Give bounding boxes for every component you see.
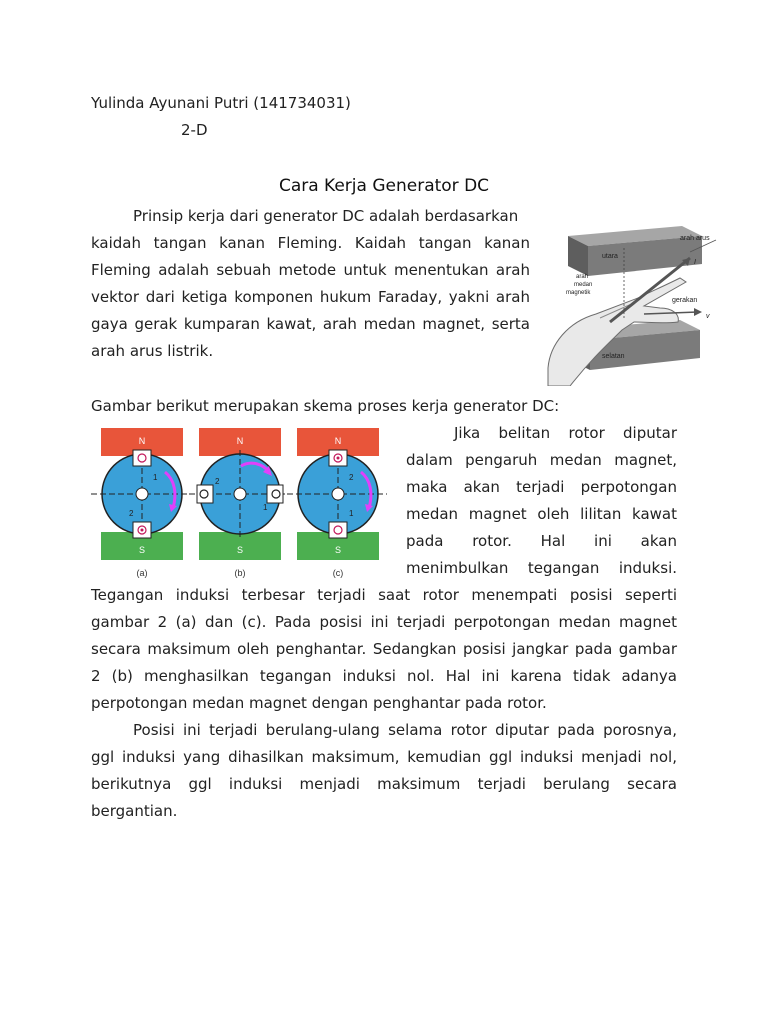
shaft-a (136, 488, 148, 500)
label-selatan: selatan (602, 353, 625, 360)
conductor-label-1-a: 1 (153, 473, 158, 482)
para2-beside-line: dalam pengaruh medan magnet, (406, 451, 677, 469)
conductor-label-1-c: 1 (349, 509, 354, 518)
para3-line: Posisi ini terjadi berulang-ulang selama rotor diputar pada porosnya, (133, 721, 677, 739)
conductor-bottom-c (334, 526, 342, 534)
label-i: I (694, 259, 696, 266)
dc-generator-figure (91, 424, 387, 582)
author-line: Yulinda Ayunani Putri (141734031) (91, 94, 351, 112)
conductor-left-b (200, 490, 208, 498)
conductor-dot-c (337, 457, 340, 460)
para3-line: bergantian. (91, 802, 178, 820)
north-label-a: N (138, 436, 146, 446)
label-utara: utara (602, 253, 618, 260)
para1-line: kaidah tangan kanan Fleming. Kaidah tangan kanan (91, 234, 530, 252)
para1-line: Prinsip kerja dari generator DC adalah berdasarkan (133, 207, 519, 225)
label-medan: medan (574, 282, 593, 288)
para2-beside-line: medan magnet oleh lilitan kawat (406, 505, 677, 523)
page-title: Cara Kerja Generator DC (278, 176, 490, 196)
conductor-label-2-a: 2 (129, 509, 134, 518)
caption-b: (b) (234, 568, 246, 578)
conductor-dot-a (141, 529, 144, 532)
label-magnetik: magnetik (566, 290, 591, 296)
fleming-right-hand-figure (540, 218, 732, 386)
label-gerakan: gerakan (672, 297, 698, 304)
generator-panel-a (91, 428, 193, 578)
generator-panel-b (189, 428, 291, 578)
para2-beside-line: pada rotor. Hal ini akan (406, 532, 677, 550)
south-label-c: S (334, 545, 342, 555)
para3-line: ggl induksi yang dihasilkan maksimum, kemudian ggl induksi menjadi nol, (91, 748, 677, 766)
para2-beside-line: menimbulkan tegangan induksi. (406, 559, 677, 577)
conductor-label-2-c: 2 (349, 473, 354, 482)
para3-line: berikutnya ggl induksi menjadi maksimum terjadi berulang secara (91, 775, 677, 793)
caption-c: (c) (332, 568, 344, 578)
para1-line: Fleming adalah sebuah metode untuk menentukan arah (91, 261, 530, 279)
label-arah: arah (576, 274, 589, 280)
conductor-label-2-b: 2 (215, 477, 220, 486)
para2-intro: Gambar berikut merupakan skema proses kerja generator DC: (91, 397, 560, 415)
conductor-label-1-b: 1 (263, 503, 268, 512)
motion-arrowhead (694, 308, 702, 316)
label-arah-arus: arah arus (680, 235, 710, 242)
class-line: 2-D (181, 121, 208, 139)
para1-line: vektor dari ketiga komponen hukum Faraday, yakni arah (91, 288, 530, 306)
para1-line: gaya gerak kumparan kawat, arah medan magnet, serta (91, 315, 530, 333)
para2-full-line: 2 (b) menghasilkan tegangan induksi nol. Hal ini karena tidak adanya (91, 667, 677, 685)
para2-full-line: Tegangan induksi terbesar terjadi saat rotor menempati posisi seperti (91, 586, 677, 604)
south-label-a: S (138, 545, 146, 555)
para2-full-line: gambar 2 (a) dan (c). Pada posisi ini terjadi perpotongan medan magnet (91, 613, 677, 631)
para2-beside-line: Jika belitan rotor diputar (454, 424, 677, 442)
caption-a: (a) (136, 568, 148, 578)
para2-full-line: secara maksimum oleh penghantar. Sedangkan posisi jangkar pada gambar (91, 640, 677, 658)
para2-beside-line: maka akan terjadi perpotongan (406, 478, 677, 496)
para2-full-line: perpotongan medan magnet dengan penghantar pada rotor. (91, 694, 547, 712)
conductor-top-a (138, 454, 146, 462)
north-label-b: N (236, 436, 244, 446)
south-label-b: S (236, 545, 244, 555)
para1-line: arah arus listrik. (91, 342, 214, 360)
shaft-b (234, 488, 246, 500)
label-v: v (706, 313, 710, 320)
shaft-c (332, 488, 344, 500)
conductor-right-b (272, 490, 280, 498)
generator-panel-c (287, 428, 387, 578)
north-label-c: N (334, 436, 342, 446)
